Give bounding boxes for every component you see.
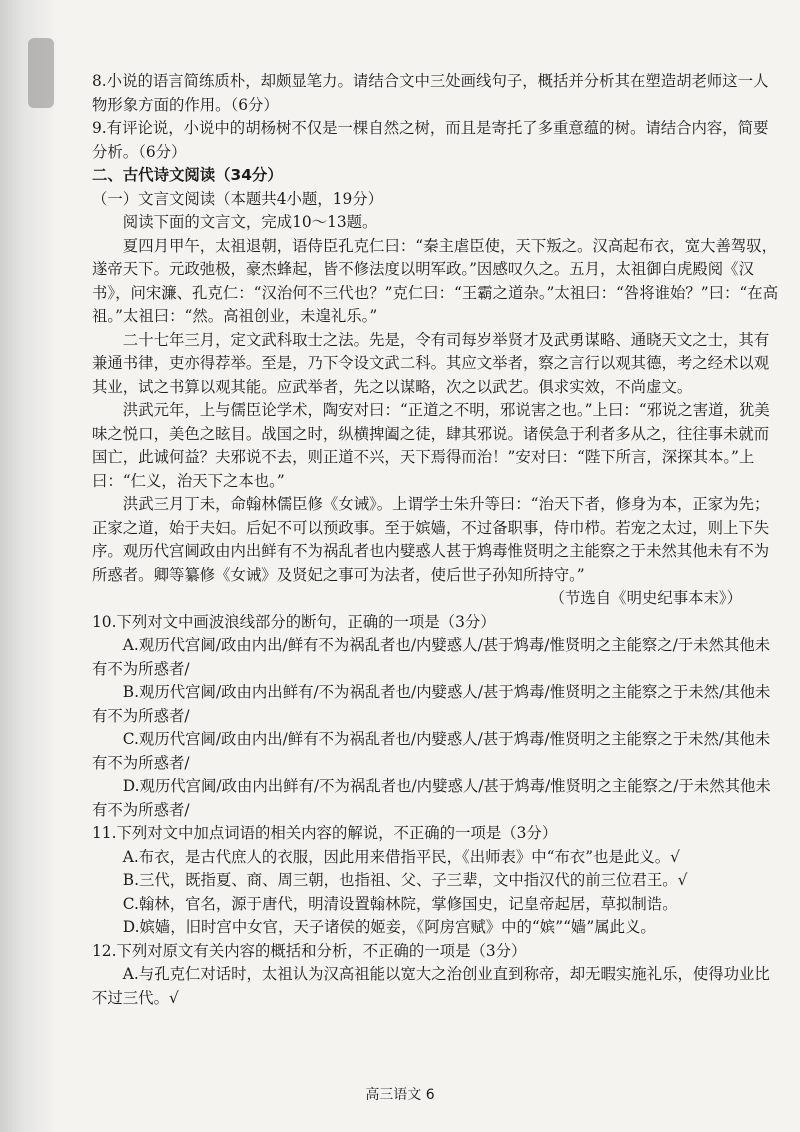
question-9: 9.有评论说，小说中的胡杨树不仅是一棵自然之树，而且是寄托了多重意蕴的树。请结合内容，简要分析。（6分） <box>92 119 769 161</box>
section-2-subtitle: （一）文言文阅读（本题共4小题，19分） <box>92 189 384 208</box>
passage-paragraph-4: 洪武三月丁未，命翰林儒臣修《女诫》。上谓学士朱升等曰：“治天下者，修身为本，正家为先；正家之道，始于夫妇。后妃不可以预政事。至于嫔嫱，不过备职事，侍巾栉。若宠之太过，则上下失序。观历代宫阃政由内出鲜有不为祸乱者也内嬖惑人甚于鸩毒惟贤明之主能察之于未然其他未有不为所惑者。卿等纂修《女诫》及贤妃之事可为法者，使后世子孙知所持守。” <box>92 495 770 584</box>
passage-paragraph-1: 夏四月甲午，太祖退朝，语侍臣孔克仁曰：“秦主虐臣使，天下叛之。汉高起布衣，宽大善驾驭，遂帝天下。元政弛极，豪杰蜂起，皆不修法度以明军政。”因感叹久之。五月，太祖御白虎殿阅《汉书》，问宋濂、孔克仁：“汉治何不三代也？”克仁曰：“王霸之道杂。”太祖曰：“咎将谁始？”曰：“在高祖。”太祖曰：“然。高祖创业，未遑礼乐。” <box>92 236 779 325</box>
question-8: 8.小说的语言简练质朴，却颇显笔力。请结合文中三处画线句子，概括并分析其在塑造胡老师这一人物形象方面的作用。（6分） <box>92 72 769 114</box>
passage-source: （节选自《明史纪事本末》） <box>549 589 742 607</box>
question-12-stem: 12.下列对原文有关内容的概括和分析，不正确的一项是（3分） <box>92 941 527 960</box>
page-footer: 高三语文 6 <box>365 1087 435 1103</box>
question-11-option-c: C.翰林，官名，源于唐代，明清设置翰林院，掌修国史，记皇帝起居，草拟制诰。 <box>122 894 678 913</box>
scan-edge-mark <box>28 38 54 108</box>
exam-page <box>92 70 782 1010</box>
question-10-option-c: C.观历代宫阃/政由内出/鲜有不为祸乱者也/内嬖惑人/甚于鸩毒/惟贤明之主能察之于未然/其他未有不为所惑者/ <box>92 730 771 772</box>
section-2-title: 二、古代诗文阅读（34分） <box>92 166 283 184</box>
question-11-stem: 11.下列对文中加点词语的相关内容的解说，不正确的一项是（3分） <box>92 824 558 842</box>
passage-paragraph-2: 二十七年三月，定文武科取士之法。先是，令有司每岁举贤才及武勇谋略、通晓天文之士，其有兼通书律，吏亦得荐举。至是，乃下令设文武二科。其应文举者，察之言行以观其德，考之经术以观其业，试之书算以观其能。应武举者，先之以谋略，次之以武艺。俱求实效，不尚虚文。 <box>92 330 770 396</box>
section-2-instruction: 阅读下面的文言文，完成10～13题。 <box>122 213 378 231</box>
scan-edge-shadow <box>0 0 58 1132</box>
question-10-option-a: A.观历代宫阃/政由内出/鲜有不为祸乱者也/内嬖惑人/甚于鸩毒/惟贤明之主能察之/于未然其他未有不为所惑者/ <box>92 636 771 678</box>
question-10-option-b: B.观历代宫阃/政由内出鲜有/不为祸乱者也/内嬖惑人/甚于鸩毒/惟贤明之主能察之于未然/其他未有不为所惑者/ <box>92 683 771 725</box>
question-10-stem: 10.下列对文中画波浪线部分的断句，正确的一项是（3分） <box>92 612 496 631</box>
passage-paragraph-3: 洪武元年，上与儒臣论学术，陶安对曰：“正道之不明，邪说害之也。”上曰：“邪说之害道，犹美味之悦口，美色之眩目。战国之时，纵横捭阖之徒，肆其邪说。诸侯急于利者多从之，往往事未就而国亡，此诚何益？夫邪说不去，则正道不兴，天下焉得而治！”安对曰：“陛下所言，深探其本。”上曰：“仁义，治天下之本也。” <box>92 401 770 490</box>
question-11-option-b: B.三代，既指夏、商、周三朝，也指祖、父、子三辈，文中指汉代的前三位君王。√ <box>122 871 688 889</box>
question-11-option-d: D.嫔嫱，旧时宫中女官，天子诸侯的姬妾，《阿房宫赋》中的“嫔”“嫱”属此义。 <box>122 918 656 936</box>
question-12-option-a: A.与孔克仁对话时，太祖认为汉高祖能以宽大之治创业直到称帝，却无暇实施礼乐，使得功业比不过三代。√ <box>92 965 770 1007</box>
question-11-option-a: A.布衣，是古代庶人的衣服，因此用来借指平民，《出师表》中“布衣”也是此义。√ <box>122 847 680 866</box>
question-10-option-d: D.观历代宫阃/政由内出鲜有/不为祸乱者也/内嬖惑人/甚于鸩毒/惟贤明之主能察之/于未然其他未有不为所惑者/ <box>92 777 771 819</box>
